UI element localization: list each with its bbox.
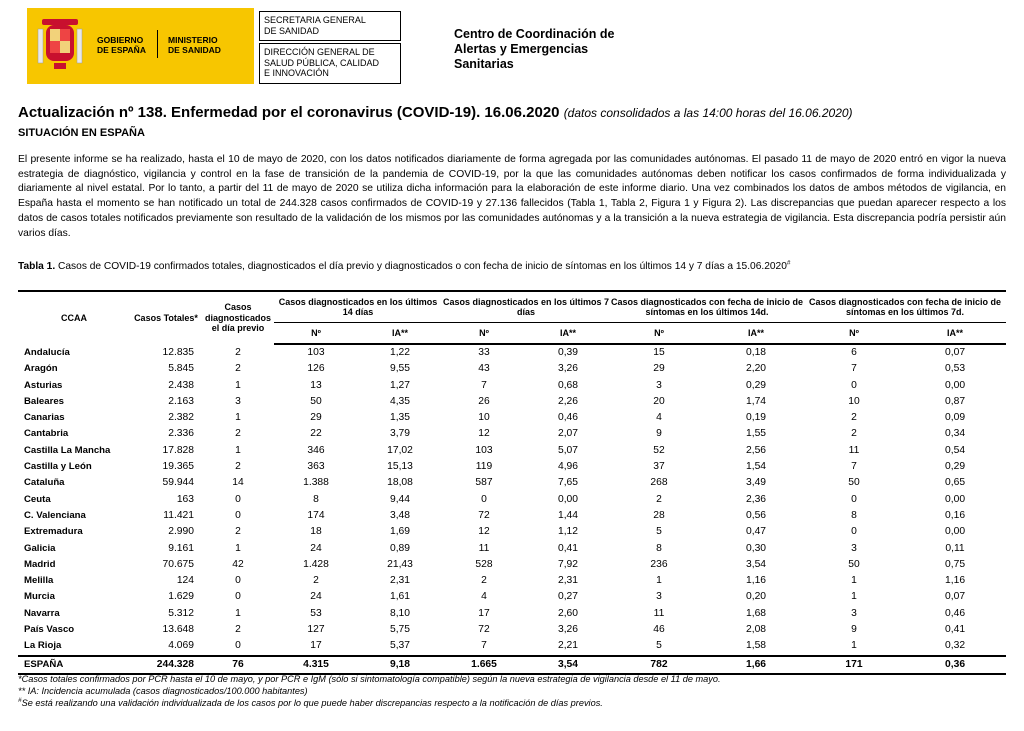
header-diag7: Casos diagnosticados en los últimos 7 días [442, 291, 610, 323]
value-cell: 7,92 [557, 558, 579, 570]
ccaa-cell: Aragón [24, 363, 58, 375]
value-cell: 9,55 [389, 363, 411, 375]
value-cell: 15,13 [387, 461, 413, 473]
value-cell: 124 [176, 575, 194, 587]
table-row [18, 394, 1006, 410]
value-cell: 0,09 [945, 412, 966, 424]
direccion-box: DIRECCIÓN GENERAL DE SALUD PÚBLICA, CALIDAD E INNOVACIÓN [259, 43, 401, 84]
value-cell: 5.845 [168, 363, 194, 375]
ccaa-cell: Melilla [24, 575, 54, 587]
value-cell: 3,54 [745, 558, 767, 570]
value-cell: 4 [481, 591, 487, 603]
value-cell: 1,35 [389, 412, 411, 424]
value-cell: 0 [851, 493, 857, 505]
value-cell: 0,65 [945, 477, 966, 489]
value-cell: 2.382 [168, 412, 194, 424]
value-cell: 119 [475, 461, 493, 473]
value-cell: 0,89 [389, 542, 411, 554]
value-cell: 11 [478, 542, 490, 554]
value-cell: 17,02 [387, 444, 413, 456]
value-cell: 103 [307, 347, 325, 358]
value-cell: 2,60 [557, 607, 579, 619]
note-casos-totales: *Casos totales confirmados por PCR hasta el 10 de mayo, y por PCR e IgM (sólo si sintomatología compatible) según la nueva estrategia de vigilancia desde el 11 de mayo. [18, 674, 721, 684]
table-row [18, 557, 1006, 573]
value-cell: 2 [235, 624, 241, 636]
value-cell: 2,26 [557, 395, 579, 407]
value-cell: 0,68 [557, 379, 579, 391]
table-row [18, 426, 1006, 442]
value-cell: 171 [804, 656, 904, 674]
value-cell: 0,18 [745, 347, 767, 358]
table-row [18, 459, 1006, 475]
value-cell: 2 [235, 526, 241, 538]
value-cell: 2.336 [168, 428, 194, 440]
value-cell: 2,31 [557, 575, 579, 587]
value-cell: 2 [656, 493, 662, 505]
table-row [18, 589, 1006, 605]
value-cell: 346 [307, 444, 325, 456]
value-cell: 29 [653, 363, 665, 375]
value-cell: 0,47 [745, 526, 767, 538]
value-cell: 1 [851, 640, 857, 652]
value-cell: 1,55 [745, 428, 767, 440]
header-ia: IA** [526, 323, 610, 345]
value-cell: 0,30 [745, 542, 767, 554]
value-cell: 782 [610, 656, 708, 674]
value-cell: 0,00 [945, 379, 966, 391]
value-cell: 12 [478, 526, 490, 538]
value-cell: 6 [851, 347, 857, 358]
ccaa-cell: Galicia [24, 542, 56, 554]
value-cell: 37 [653, 461, 665, 473]
intro-paragraph: El presente informe se ha realizado, hasta el 10 de mayo de 2020, con los datos notificados diariamente de forma agregada por las comunidades autónomas. El pasado 11 de mayo de 2020 entró en vigor la nueva estrategia de diagnóstico, vigilancia y control en la fase de transición de la pandemia de COVID-19, por la que las comunidades autónomas deben notificar los casos confirmados de forma individualizada y diariamente al nivel estatal. Por lo tanto, a partir del 11 de mayo de 2020 se utiliza dicha información para la elaboración de este informe diario. Una vez combinados los datos de ambos métodos de vigilancia, en España hasta el momento se han notificado un total de 244.328 casos confirmados de COVID-19 y 27.136 fallecidos (Tabla 1, Tabla 2, Figura 1 y Figura 2). Las discrepancias que puedan aparecer respecto a los datos de casos totales notificados previamente son resultado de la validación de los mismos por las comunidades autónomas y a la transición a la nueva estrategia de vigilancia. Esta discrepancia podría persistir aún varios días. [18, 154, 1006, 239]
value-cell: 70.675 [162, 558, 194, 570]
value-cell: 0,29 [945, 461, 966, 473]
header-sint7: Casos diagnosticados con fecha de inicio de síntomas en los últimos 7d. [804, 291, 1006, 323]
value-cell: 7,65 [557, 477, 579, 489]
value-cell: 2,56 [745, 444, 767, 456]
value-cell: 0,00 [945, 526, 966, 538]
table-row [18, 573, 1006, 589]
value-cell: 3,48 [389, 509, 411, 521]
header-ia: IA** [904, 323, 1006, 345]
value-cell: 5,07 [557, 444, 579, 456]
value-cell: 1,16 [945, 575, 966, 587]
value-cell: 5,75 [389, 624, 411, 636]
value-cell: 4,96 [557, 461, 579, 473]
value-cell: 2 [313, 575, 319, 587]
value-cell: 5 [656, 640, 662, 652]
value-cell: 1.629 [168, 591, 194, 603]
value-cell: 0 [235, 640, 241, 652]
ccaa-cell: C. Valenciana [24, 509, 86, 521]
value-cell: 2 [235, 346, 241, 358]
value-cell: 20 [653, 395, 665, 407]
note-ia: ** IA: Incidencia acumulada (casos diagnosticados/100.000 habitantes) [18, 686, 308, 697]
value-cell: 72 [478, 624, 490, 636]
value-cell: 9,18 [358, 656, 442, 674]
value-cell: 1.665 [442, 656, 526, 674]
value-cell: 21,43 [387, 558, 413, 570]
header-ia: IA** [358, 323, 442, 345]
value-cell: 33 [478, 347, 490, 358]
value-cell: 3,26 [557, 624, 579, 636]
value-cell: 7 [851, 461, 857, 473]
value-cell: 2,07 [557, 428, 579, 440]
value-cell: 0 [235, 591, 241, 603]
value-cell: 72 [478, 509, 490, 521]
header-ia: IA** [708, 323, 804, 345]
value-cell: 7 [481, 379, 487, 391]
value-cell: 28 [653, 509, 665, 521]
value-cell: 363 [307, 461, 325, 473]
value-cell: 127 [307, 624, 325, 636]
value-cell: 19.365 [162, 461, 194, 473]
value-cell: 2,36 [745, 493, 767, 505]
value-cell: 3 [656, 591, 662, 603]
table-row [18, 541, 1006, 557]
value-cell: 15 [653, 347, 665, 358]
value-cell: 0,36 [904, 656, 1006, 674]
value-cell: 0,00 [945, 493, 966, 505]
value-cell: 59.944 [162, 477, 194, 489]
value-cell: 17.828 [162, 444, 194, 456]
value-cell: 0,41 [945, 624, 966, 636]
logo-divider [157, 30, 158, 58]
value-cell: 8 [851, 509, 857, 521]
value-cell: 8 [313, 493, 319, 505]
ccaa-cell: Madrid [24, 558, 56, 570]
ccaa-cell: Ceuta [24, 493, 51, 505]
value-cell: 46 [653, 624, 665, 636]
value-cell: 0,87 [945, 395, 966, 407]
ccaa-cell: Castilla La Mancha [24, 444, 111, 456]
ministerio-label: MINISTERIO DE SANIDAD [168, 35, 221, 55]
value-cell: 0,07 [945, 591, 966, 603]
ccaa-cell: Cataluña [24, 477, 65, 489]
value-cell: 1 [235, 412, 241, 424]
value-cell: 103 [475, 444, 493, 456]
value-cell: 2,21 [557, 640, 579, 652]
header-n: Nº [804, 323, 904, 345]
value-cell: 4.315 [274, 656, 358, 674]
centro-coordinacion-label: Centro de Coordinación de Alertas y Emergencias Sanitarias [454, 27, 615, 71]
value-cell: 4,35 [389, 395, 411, 407]
value-cell: 0,39 [557, 347, 579, 358]
value-cell: 9 [656, 428, 662, 440]
value-cell: 0,27 [557, 591, 579, 603]
value-cell: 1 [851, 591, 857, 603]
value-cell: 0,75 [945, 558, 966, 570]
value-cell: 50 [848, 558, 860, 570]
value-cell: 2,20 [745, 363, 767, 375]
value-cell: 1,54 [745, 461, 767, 473]
value-cell: 163 [176, 493, 194, 505]
value-cell: 76 [202, 656, 274, 674]
value-cell: 528 [475, 558, 493, 570]
table-row [18, 344, 1006, 361]
value-cell: 9,44 [389, 493, 411, 505]
table-row [18, 410, 1006, 426]
secretaria-box: SECRETARIA GENERAL DE SANIDAD [259, 11, 401, 41]
value-cell: 3,26 [557, 363, 579, 375]
value-cell: 1,68 [745, 607, 767, 619]
value-cell: 1,22 [389, 347, 411, 358]
value-cell: 8,10 [389, 607, 411, 619]
value-cell: 0,34 [945, 428, 966, 440]
table-row [18, 606, 1006, 622]
value-cell: 244.328 [130, 656, 202, 674]
section-heading: SITUACIÓN EN ESPAÑA [18, 127, 145, 139]
table-row [18, 443, 1006, 459]
value-cell: 0,32 [945, 640, 966, 652]
value-cell: 0,29 [745, 379, 767, 391]
note-validacion: #Se está realizando una validación individualizada de los casos por lo que puede haber discrepancias respecto a la notificación de días previos. [18, 697, 603, 709]
value-cell: 4 [656, 412, 662, 424]
value-cell: 7 [851, 363, 857, 375]
table-notes [18, 673, 721, 710]
value-cell: 0,41 [557, 542, 579, 554]
header-sint14: Casos diagnosticados con fecha de inicio de síntomas en los últimos 14d. [610, 291, 804, 323]
value-cell: 236 [650, 558, 668, 570]
ccaa-cell: Navarra [24, 607, 60, 619]
value-cell: 24 [310, 542, 322, 554]
value-cell: 1 [656, 575, 662, 587]
value-cell: 3 [235, 395, 241, 407]
value-cell: 3 [851, 607, 857, 619]
value-cell: 1,58 [745, 640, 767, 652]
header-diag14: Casos diagnosticados en los últimos 14 días [274, 291, 442, 323]
value-cell: 9.161 [168, 542, 194, 554]
value-cell: 2 [235, 363, 241, 375]
value-cell: 12.835 [162, 346, 194, 358]
value-cell: 174 [307, 509, 325, 521]
value-cell: 1,16 [745, 575, 767, 587]
value-cell: 2,08 [745, 624, 767, 636]
value-cell: 1 [235, 379, 241, 391]
value-cell: 2.438 [168, 379, 194, 391]
table-row [18, 378, 1006, 394]
value-cell: 0 [851, 379, 857, 391]
value-cell: 2 [851, 412, 857, 424]
value-cell: 11 [653, 607, 665, 619]
value-cell: 0,46 [557, 412, 579, 424]
value-cell: 13 [310, 379, 322, 391]
header-n: Nº [442, 323, 526, 345]
value-cell: 53 [310, 607, 322, 619]
value-cell: 43 [478, 363, 490, 375]
ccaa-cell: Asturias [24, 379, 63, 391]
value-cell: 2.163 [168, 395, 194, 407]
table-row [18, 508, 1006, 524]
page-title: Actualización nº 138. Enfermedad por el coronavirus (COVID-19). 16.06.2020 (datos consolidados a las 14:00 horas del 16.06.2020) [18, 104, 853, 121]
header-ccaa: CCAA [61, 312, 87, 323]
ccaa-cell: Castilla y León [24, 461, 92, 473]
value-cell: 26 [478, 395, 490, 407]
table-row [18, 638, 1006, 655]
value-cell: 11.421 [163, 509, 194, 521]
value-cell: 1,44 [557, 509, 579, 521]
value-cell: 17 [478, 607, 490, 619]
value-cell: 126 [307, 363, 325, 375]
value-cell: 1 [235, 542, 241, 554]
table-row [18, 492, 1006, 508]
value-cell: 52 [653, 444, 665, 456]
value-cell: 0,00 [557, 493, 579, 505]
table-body [18, 344, 1006, 674]
value-cell: 1,61 [389, 591, 411, 603]
value-cell: 11 [848, 444, 860, 456]
value-cell: 0,56 [745, 509, 767, 521]
value-cell: 1,12 [557, 526, 579, 538]
value-cell: 17 [310, 640, 322, 652]
value-cell: 2,31 [389, 575, 411, 587]
value-cell: 1 [235, 444, 241, 456]
value-cell: 0,54 [945, 444, 966, 456]
value-cell: 2 [481, 575, 487, 587]
gobierno-label: GOBIERNO DE ESPAÑA [97, 35, 146, 55]
value-cell: 3,79 [389, 428, 411, 440]
value-cell: 7 [481, 640, 487, 652]
value-cell: 9 [851, 624, 857, 636]
value-cell: 5 [656, 526, 662, 538]
header-dia-previo: Casos diagnosticados el día previo [204, 302, 271, 334]
ccaa-cell: País Vasco [24, 624, 75, 636]
value-cell: 0 [481, 493, 487, 505]
value-cell: 0,16 [945, 509, 966, 521]
value-cell: 12 [478, 428, 490, 440]
header-casos-totales: Casos Totales* [134, 312, 198, 323]
header-n: Nº [610, 323, 708, 345]
ccaa-cell: Canarias [24, 412, 65, 424]
value-cell: 2.990 [168, 526, 194, 538]
ccaa-cell: Extremadura [24, 526, 83, 538]
value-cell: 1,74 [745, 395, 767, 407]
value-cell: 2 [851, 428, 857, 440]
value-cell: 0,19 [745, 412, 767, 424]
value-cell: 1,27 [389, 379, 411, 391]
value-cell: 14 [232, 477, 244, 489]
value-cell: 42 [232, 558, 244, 570]
value-cell: 5.312 [168, 607, 194, 619]
table-row [18, 361, 1006, 377]
value-cell: 10 [478, 412, 490, 424]
ccaa-cell: Cantabria [24, 428, 69, 440]
value-cell: 10 [848, 395, 860, 407]
value-cell: 0 [851, 526, 857, 538]
value-cell: 8 [656, 542, 662, 554]
value-cell: 18,08 [387, 477, 413, 489]
value-cell: 0 [235, 493, 241, 505]
ccaa-cell: La Rioja [24, 640, 62, 652]
value-cell: 5,37 [389, 640, 411, 652]
cases-table [18, 290, 1006, 675]
value-cell: 50 [310, 395, 322, 407]
value-cell: 1.428 [303, 558, 329, 570]
value-cell: 1 [235, 607, 241, 619]
header-n: Nº [274, 323, 358, 345]
value-cell: 3,49 [745, 477, 767, 489]
value-cell: 1.388 [303, 477, 329, 489]
value-cell: 2 [235, 428, 241, 440]
value-cell: 29 [310, 412, 322, 424]
ccaa-cell: Murcia [24, 591, 55, 603]
value-cell: 268 [650, 477, 668, 489]
value-cell: 18 [310, 526, 322, 538]
table-row [18, 475, 1006, 491]
value-cell: 2 [235, 461, 241, 473]
ccaa-cell: Andalucía [24, 346, 70, 358]
value-cell: 3 [851, 542, 857, 554]
value-cell: 0 [235, 575, 241, 587]
ccaa-cell: ESPAÑA [18, 656, 130, 674]
ccaa-cell: Baleares [24, 395, 65, 407]
value-cell: 0,20 [745, 591, 767, 603]
value-cell: 0,07 [945, 347, 966, 358]
value-cell: 24 [310, 591, 322, 603]
value-cell: 587 [475, 477, 493, 489]
table-total-row [18, 656, 1006, 674]
table-caption: Tabla 1. Casos de COVID-19 confirmados totales, diagnosticados el día previo y diagnosticados o con fecha de inicio de síntomas en los últimos 14 y 7 días a 15.06.2020# [18, 259, 791, 272]
value-cell: 0,53 [945, 363, 966, 375]
table-row [18, 524, 1006, 540]
value-cell: 1,66 [708, 656, 804, 674]
value-cell: 4.069 [168, 640, 194, 652]
table-row [18, 622, 1006, 638]
value-cell: 13.648 [162, 624, 194, 636]
value-cell: 3,54 [526, 656, 610, 674]
value-cell: 0,11 [945, 542, 965, 554]
value-cell: 50 [848, 477, 860, 489]
value-cell: 1,69 [389, 526, 411, 538]
value-cell: 1 [851, 575, 857, 587]
value-cell: 22 [310, 428, 322, 440]
value-cell: 0,46 [945, 607, 966, 619]
value-cell: 3 [656, 379, 662, 391]
coat-of-arms-icon [36, 15, 84, 73]
value-cell: 0 [235, 509, 241, 521]
